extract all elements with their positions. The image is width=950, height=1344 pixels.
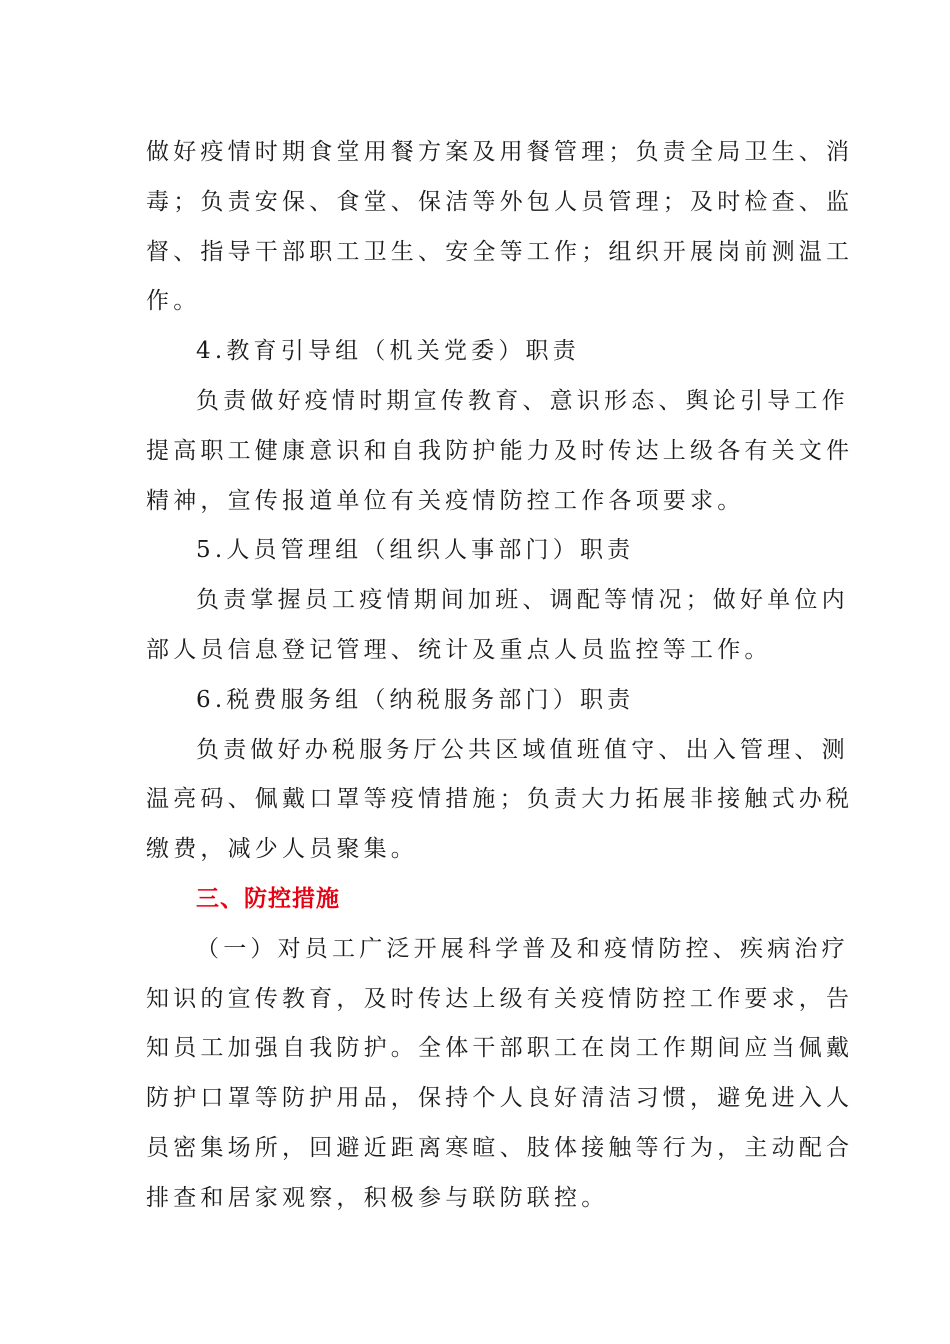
- paragraph-line: 排查和居家观察，积极参与联防联控。: [146, 1184, 609, 1211]
- paragraph-line: 知员工加强自我防护。全体干部职工在岗工作期间应当佩戴: [146, 1035, 854, 1062]
- paragraph-line: 督、指导干部职工卫生、安全等工作；组织开展岗前测温工: [146, 238, 854, 265]
- paragraph-line: 温亮码、佩戴口罩等疫情措施；负责大力拓展非接触式办税: [146, 786, 854, 813]
- paragraph-line: 知识的宣传教育，及时传达上级有关疫情防控工作要求，告: [146, 985, 854, 1012]
- paragraph-line: 部人员信息登记管理、统计及重点人员监控等工作。: [146, 636, 772, 663]
- paragraph-line: 作。: [146, 288, 201, 315]
- paragraph-line: 提高职工健康意识和自我防护能力及时传达上级各有关文件: [146, 437, 854, 464]
- subheading-education-guidance-group: 4.教育引导组（机关党委）职责: [196, 338, 580, 365]
- paragraph-line: 精神，宣传报道单位有关疫情防控工作各项要求。: [146, 487, 745, 514]
- paragraph-line: 做好疫情时期食堂用餐方案及用餐管理；负责全局卫生、消: [146, 139, 854, 165]
- section-heading-prevention-measures: 三、防控措施: [196, 885, 340, 912]
- paragraph-line: 负责做好办税服务厅公共区域值班值守、出入管理、测: [196, 736, 849, 763]
- paragraph-line: 员密集场所，回避近距离寒暄、肢体接触等行为，主动配合: [146, 1134, 854, 1161]
- paragraph-line: 负责做好疫情时期宣传教育、意识形态、舆论引导工作: [196, 387, 849, 414]
- subheading-tax-service-group: 6.税费服务组（纳税服务部门）职责: [196, 686, 635, 713]
- paragraph-line: 负责掌握员工疫情期间加班、调配等情况；做好单位内: [196, 587, 849, 614]
- document-body: [146, 128, 854, 1224]
- paragraph-line: 毒；负责安保、食堂、保洁等外包人员管理；及时检查、监: [146, 188, 854, 215]
- subheading-personnel-management-group: 5.人员管理组（组织人事部门）职责: [196, 537, 635, 564]
- paragraph-line: 缴费，减少人员聚集。: [146, 836, 418, 863]
- paragraph-line: 防护口罩等防护用品，保持个人良好清洁习惯，避免进入人: [146, 1085, 854, 1112]
- paragraph-line: （一）对员工广泛开展科学普及和疫情防控、疾病治疗: [196, 935, 849, 962]
